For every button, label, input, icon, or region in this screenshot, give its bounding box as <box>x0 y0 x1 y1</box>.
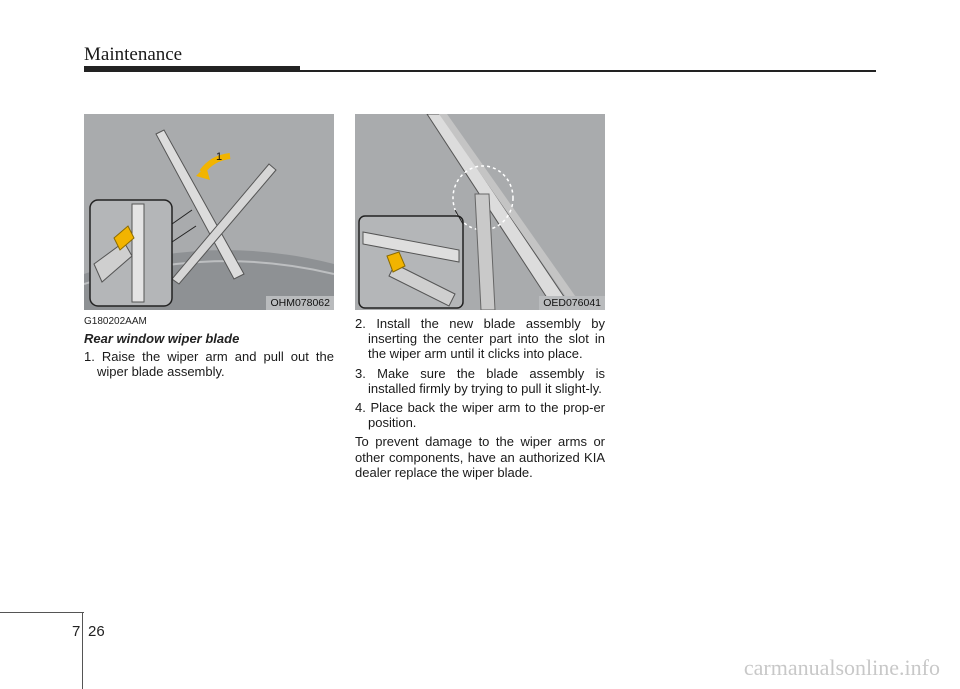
page-number: 26 <box>88 623 105 640</box>
callout-number-1: 1 <box>216 151 223 163</box>
figure-wiper-install <box>355 114 605 310</box>
header-rule-thick <box>84 66 300 72</box>
step-item: 2. Install the new blade assembly by inserting the center part into the slot in the wiper arm until it clicks into place. <box>355 316 605 362</box>
page-section-number: 7 <box>72 623 81 640</box>
watermark: carmanualsonline.info <box>743 655 940 680</box>
page-header-title: Maintenance <box>84 44 183 65</box>
note-paragraph: To prevent damage to the wiper arms or other components, have an authorized KIA dealer replace the wiper blade. <box>355 434 605 480</box>
footer-rule-horizontal <box>0 612 84 613</box>
instructions-column-1 <box>84 349 334 383</box>
step-item: 1. Raise the wiper arm and pull out the wiper blade assembly. <box>84 349 334 380</box>
step-item: 3. Make sure the blade assembly is installed firmly by trying to pull it slight-ly. <box>355 365 605 396</box>
figure-code: OHM078062 <box>266 296 334 310</box>
header-rule-thin <box>300 70 876 72</box>
section-title: Rear window wiper blade <box>84 331 240 346</box>
wiper-install-illustration <box>355 114 605 310</box>
section-code: G180202AAM <box>84 316 147 327</box>
footer-rule-vertical <box>82 612 83 689</box>
instructions-column-2 <box>355 316 605 480</box>
step-item: 4. Place back the wiper arm to the prop-er position. <box>355 400 605 431</box>
figure-wiper-raise <box>84 114 334 310</box>
wiper-raise-illustration <box>84 114 334 310</box>
figure-code: OED076041 <box>539 296 605 310</box>
